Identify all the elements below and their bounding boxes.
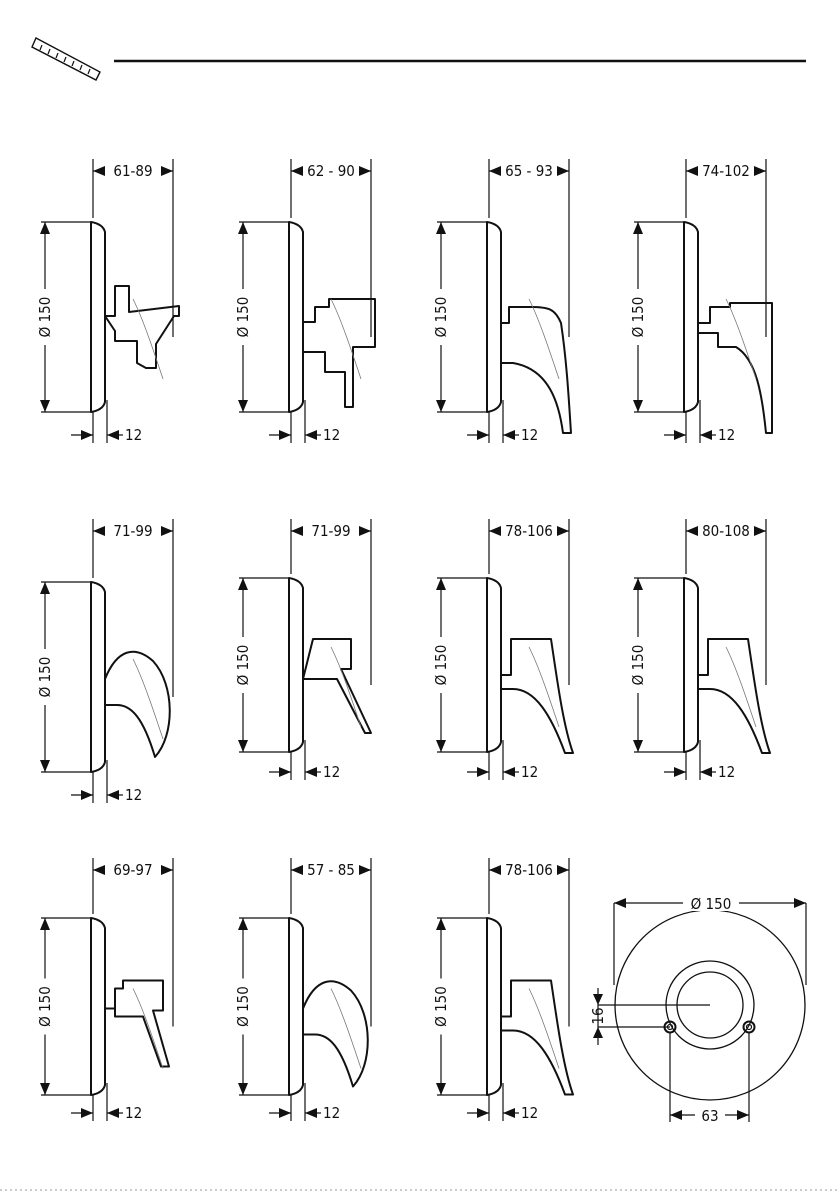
width-range-label: 62 - 90 [307,162,355,180]
side-view-7 [432,519,573,781]
lever-handle [501,981,573,1095]
side-view-11 [432,858,573,1122]
side-view-figures [36,159,772,1122]
side-view-5 [36,519,173,804]
rosette-plate [487,918,501,1095]
plate-thickness-label: 12 [323,1104,341,1122]
lever-handle [105,981,169,1067]
plate-thickness-label: 12 [718,763,736,781]
lever-handle [303,981,368,1086]
lever-handle [698,303,772,433]
lever-handle [501,307,571,433]
width-range-label: 71-99 [113,522,153,540]
rosette-plate [289,578,303,752]
lever-handle [698,639,770,753]
rosette-plate [289,222,303,412]
front-diameter-label: Ø 150 [690,895,732,913]
rosette-plate [487,222,501,412]
diameter-label: Ø 150 [234,644,252,686]
side-view-2 [234,159,375,444]
front-screw-hole-right [744,1022,755,1033]
width-range-label: 65 - 93 [505,162,553,180]
width-range-label: 80-108 [702,522,750,540]
plate-thickness-label: 12 [323,426,341,444]
lever-handle [303,299,375,407]
width-range-label: 57 - 85 [307,861,355,879]
diameter-label: Ø 150 [234,296,252,338]
diameter-label: Ø 150 [234,986,252,1027]
side-view-4 [629,159,772,444]
rosette-plate [684,222,698,412]
side-view-6 [234,519,371,781]
width-range-label: 78-106 [505,522,553,540]
plate-thickness-label: 12 [125,786,143,804]
rosette-plate [91,582,105,772]
width-range-label: 61-89 [113,162,153,180]
side-view-9 [36,858,173,1122]
rosette-plate [487,578,501,752]
front-offset-label: 16 [589,1007,607,1025]
side-view-8 [629,519,770,781]
diameter-label: Ø 150 [36,296,54,338]
side-view-3 [432,159,571,444]
front-hole-spacing-label: 63 [701,1107,719,1125]
lever-handle [105,286,179,368]
plate-thickness-label: 12 [521,426,539,444]
plate-thickness-label: 12 [125,426,143,444]
side-view-1 [36,159,179,444]
lever-handle [303,639,371,733]
diameter-label: Ø 150 [36,656,54,698]
rosette-plate [91,222,105,412]
plate-thickness-label: 12 [521,763,539,781]
diameter-label: Ø 150 [629,644,647,686]
side-view-10 [234,858,371,1122]
lever-handle [501,639,573,753]
rosette-plate [289,918,303,1095]
diameter-label: Ø 150 [432,986,450,1027]
width-range-label: 71-99 [311,522,351,540]
diameter-label: Ø 150 [432,296,450,338]
rosette-plate [91,918,105,1095]
width-range-label: 69-97 [113,861,153,879]
width-range-label: 74-102 [702,162,750,180]
lever-handle [105,652,170,757]
ruler-icon [32,38,100,80]
plate-thickness-label: 12 [718,426,736,444]
plate-thickness-label: 12 [125,1104,143,1122]
diameter-label: Ø 150 [36,986,54,1027]
plate-thickness-label: 12 [323,763,341,781]
width-range-label: 78-106 [505,861,553,879]
rosette-plate [684,578,698,752]
front-view [589,893,806,1125]
plate-thickness-label: 12 [521,1104,539,1122]
diameter-label: Ø 150 [432,644,450,686]
diameter-label: Ø 150 [629,296,647,338]
